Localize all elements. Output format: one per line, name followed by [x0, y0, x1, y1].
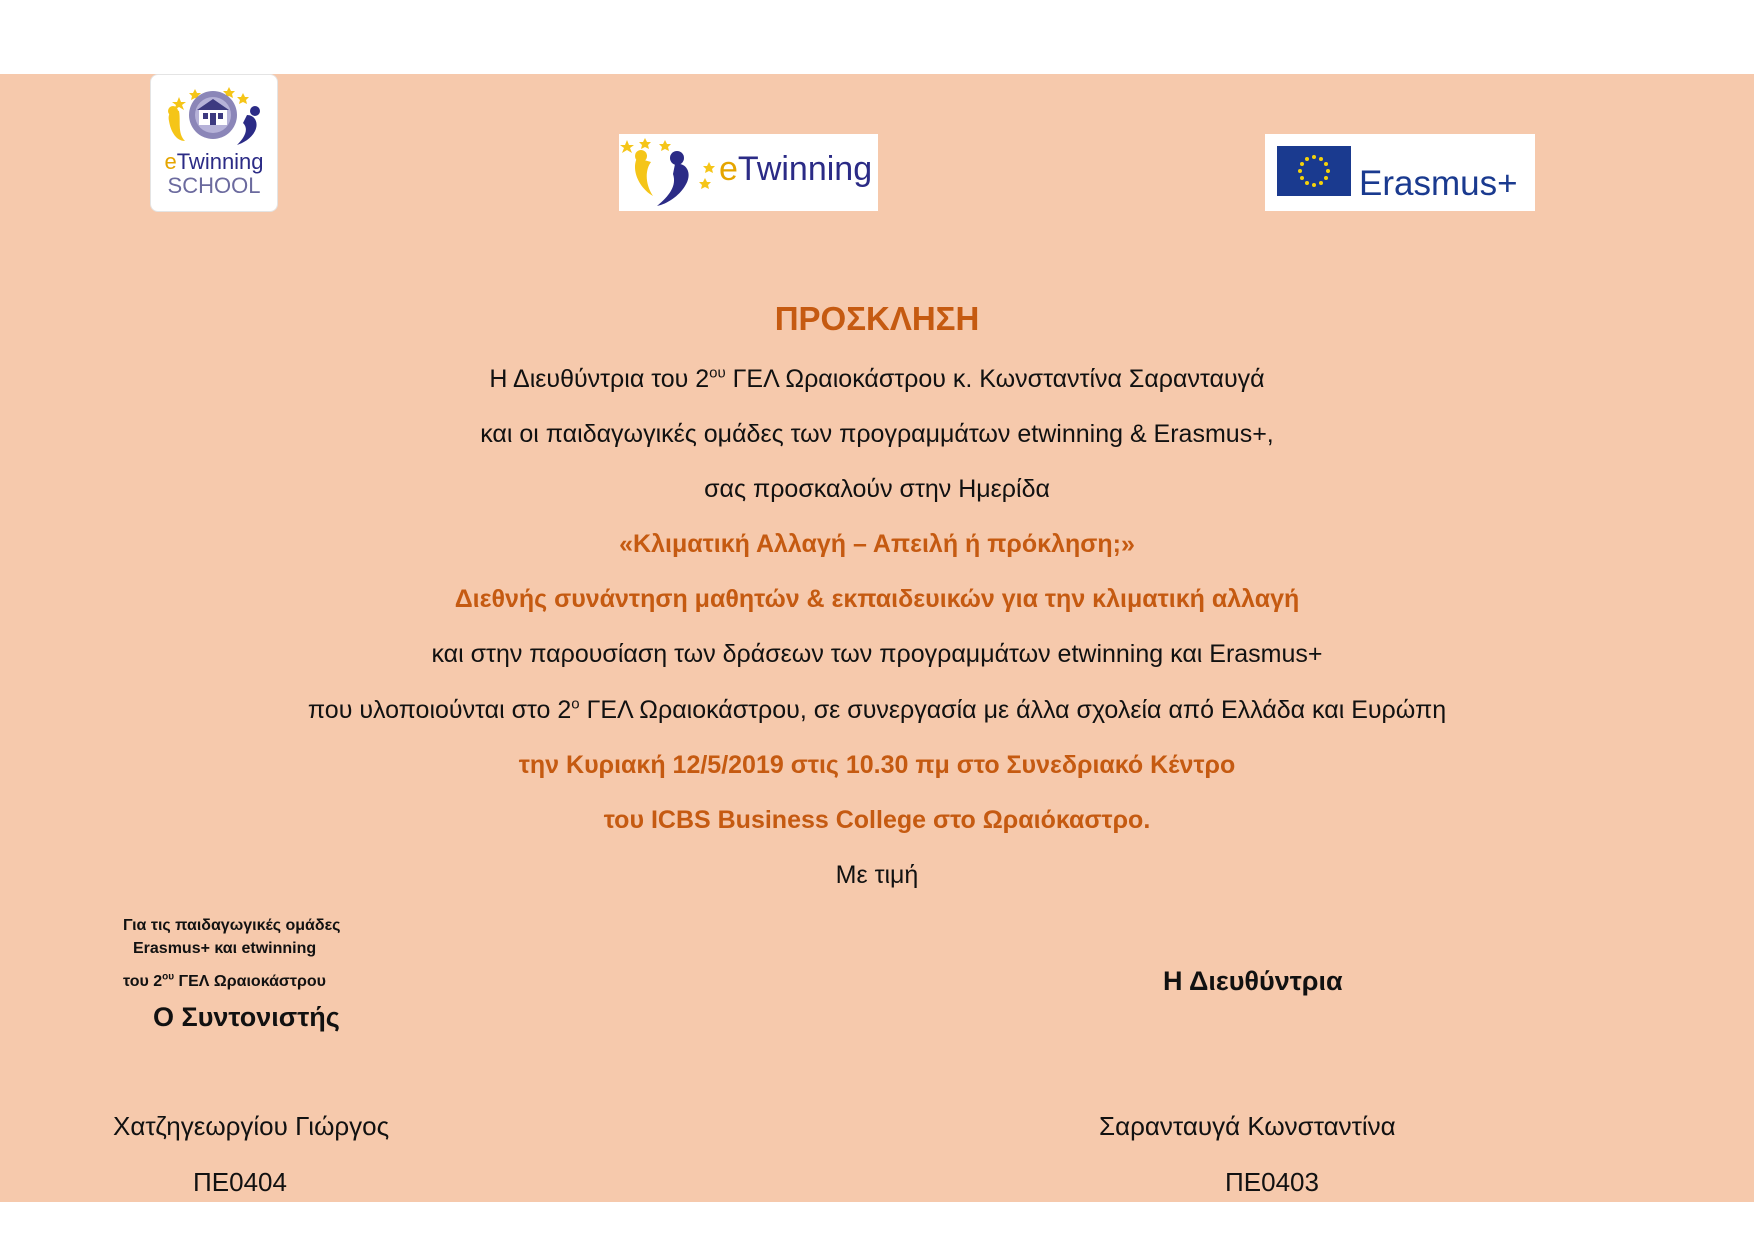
school-logo-twinning: Twinning	[176, 149, 264, 174]
etwinning-school-emblem-icon	[151, 75, 277, 211]
left-school-ordinal-sup: ου	[162, 971, 175, 983]
invitation-line-invite: σας προσκαλούν στην Ημερίδα	[704, 475, 1050, 503]
eu-flag-icon	[1265, 134, 1535, 211]
erasmus-logo	[1265, 134, 1535, 211]
left-school-text-start: του 2	[123, 973, 163, 990]
event-venue: του ICBS Business College στο Ωραιόκαστρο.	[603, 806, 1151, 834]
invitation-line-presentation: και στην παρουσίαση των δράσεων των προγραμμάτων etwinning και Erasmus+	[431, 640, 1323, 668]
coordinator-title: Ο Συντονιστής	[153, 1002, 340, 1032]
erasmus-logo-text: Erasmus+	[1359, 164, 1518, 203]
etwinning-school-logo	[150, 74, 278, 212]
etwinning-logo-text: Twinning	[737, 150, 873, 188]
svg-text:eTwinning	[164, 149, 263, 174]
invitation-line-teams: και οι παιδαγωγικές ομάδες των προγραμμάτων etwinning & Erasmus+,	[480, 420, 1274, 448]
invitation-line-principal	[0, 365, 1754, 394]
principal-name: Σαρανταυγά Κωνσταντίνα	[1099, 1111, 1396, 1141]
coordinator-code: ΠΕ0404	[193, 1167, 287, 1197]
left-signature-programs-line: Erasmus+ και etwinning	[133, 940, 317, 957]
invitation-line-collaboration	[0, 696, 1754, 725]
school-logo-school: SCHOOL	[167, 173, 261, 198]
collaboration-ordinal-sup: ο	[571, 695, 580, 713]
event-subtitle: Διεθνής συνάντηση μαθητών & εκπαιδευικών για την κλιματική αλλαγή	[454, 585, 1300, 613]
collaboration-text-start: που υλοποιούνται στο 2	[307, 696, 572, 724]
principal-ordinal-sup: ου	[709, 364, 726, 382]
coordinator-name: Χατζηγεωργίου Γιώργος	[113, 1111, 390, 1141]
left-signature-school-line	[123, 973, 326, 991]
principal-code: ΠΕ0403	[1225, 1167, 1319, 1197]
svg-text:eTwinning	[719, 150, 872, 188]
collaboration-text-end: ΓΕΛ Ωραιοκάστρου, σε συνεργασία με άλλα σχολεία από Ελλάδα και Ευρώπη	[579, 696, 1447, 724]
event-title: «Κλιματική Αλλαγή – Απειλή ή πρόκληση;»	[619, 530, 1135, 558]
left-signature-teams-line: Για τις παιδαγωγικές ομάδες	[123, 917, 341, 934]
closing-regards: Με τιμή	[835, 861, 919, 889]
invitation-title: ΠΡΟΣΚΛΗΣΗ	[774, 300, 980, 337]
left-school-text-end: ΓΕΛ Ωραιοκάστρου	[174, 973, 326, 990]
principal-title: Η Διευθύντρια	[1163, 966, 1343, 996]
etwinning-logo-e: e	[719, 150, 738, 188]
event-date: την Κυριακή 12/5/2019 στις 10.30 πμ στο Συνεδριακό Κέντρο	[518, 751, 1236, 779]
etwinning-emblem-icon	[619, 134, 878, 211]
etwinning-logo	[619, 134, 878, 211]
school-logo-e: e	[164, 149, 177, 174]
principal-text-start: Η Διευθύντρια του 2	[489, 365, 710, 393]
principal-text-end: ΓΕΛ Ωραιοκάστρου κ. Κωνσταντίνα Σαρανταυγά	[725, 365, 1265, 393]
